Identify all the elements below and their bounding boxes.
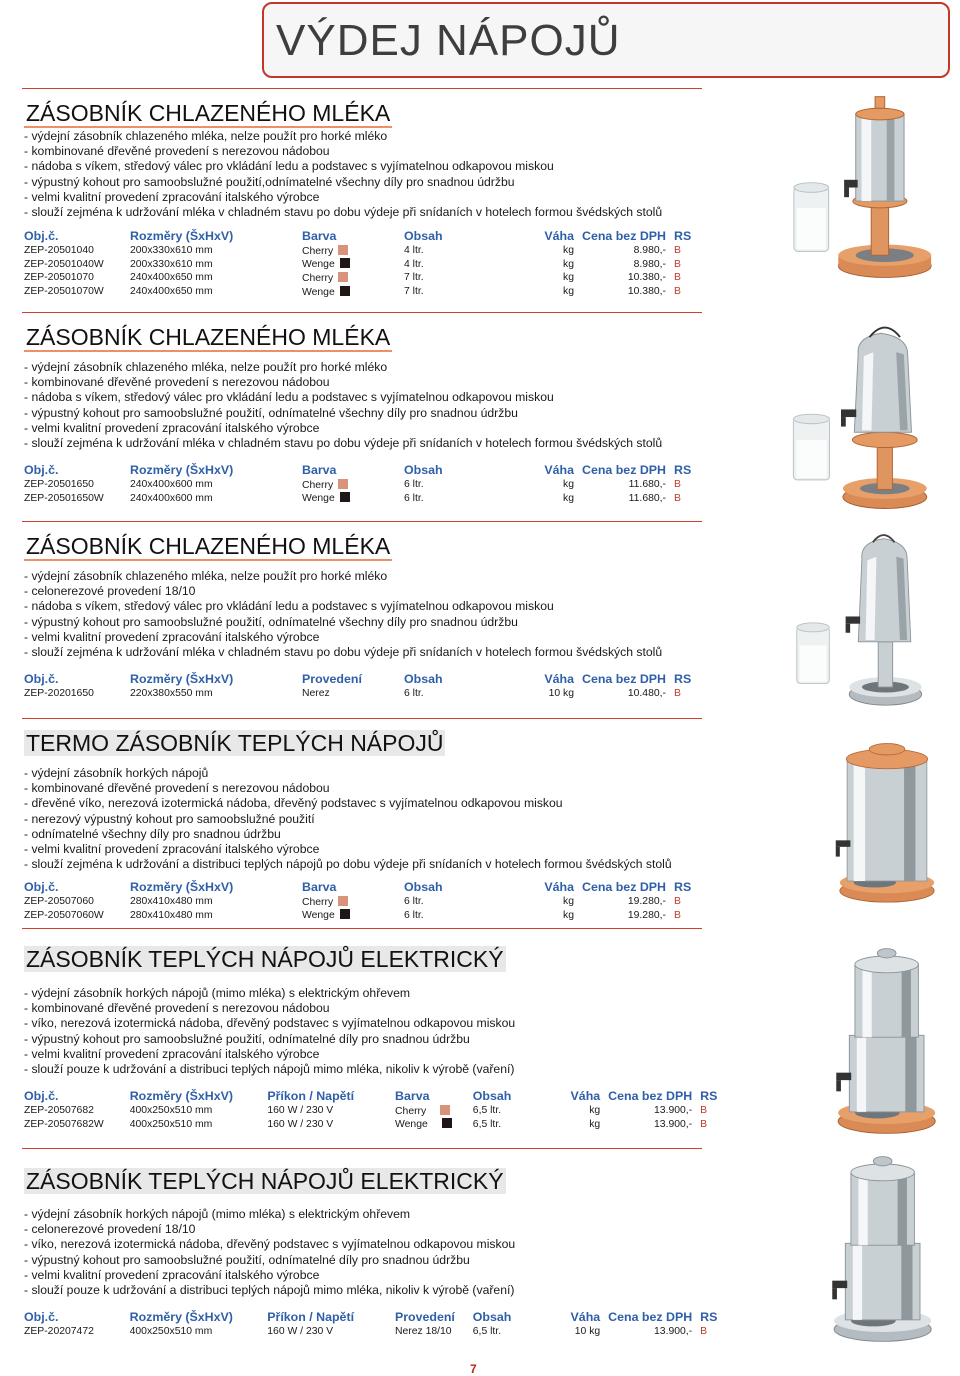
table-row [24, 909, 734, 923]
feature-item: - celonerezové provedení 18/10 [24, 584, 196, 599]
price-cell: 10.380,- [627, 272, 666, 284]
dimensions-cell: 400x250x510 mm [129, 1118, 213, 1130]
feature-item: - kombinované dřevěné provedení s nerezovou nádobou [24, 144, 330, 159]
table-row [24, 244, 734, 258]
feature-item: - slouží pouze k udržování a distribuci teplých nápojů mimo mléka, nikoliv k výrobě (vaření) [24, 1062, 515, 1077]
volume-cell: 6,5 ltr. [472, 1118, 502, 1130]
column-header: Obj.č. [24, 228, 59, 243]
section-divider [22, 88, 702, 89]
weight-cell: kg [589, 1118, 601, 1130]
column-header: RS [674, 228, 692, 243]
spec-table [24, 461, 734, 505]
feature-list [24, 569, 662, 660]
table-header-row [24, 1087, 739, 1104]
price-cell: 19.280,- [627, 909, 666, 921]
column-header: Cena bez DPH [582, 228, 666, 243]
color-name: Cherry [302, 245, 334, 257]
price-cell: 10.480,- [627, 688, 666, 700]
table-row [24, 1118, 739, 1132]
price-cell: 11.680,- [628, 492, 666, 504]
feature-item: - velmi kvalitní provedení zpracování italského výrobce [24, 420, 320, 435]
rs-cell: B [674, 896, 681, 908]
page-header [262, 2, 950, 78]
code-cell: ZEP-20507060 [24, 896, 94, 908]
section-title: ZÁSOBNÍK TEPLÝCH NÁPOJŮ ELEKTRICKÝ [26, 946, 504, 972]
weight-cell: kg [563, 896, 574, 908]
feature-item: - kombinované dřevěné provedení s nerezovou nádobou [24, 375, 330, 390]
spec-table [24, 670, 734, 701]
color-swatch [338, 479, 348, 489]
column-header: Obsah [404, 228, 443, 243]
section-divider [22, 928, 702, 929]
column-header: Obj.č. [24, 879, 59, 894]
feature-item: - kombinované dřevěné provedení s nerezovou nádobou [24, 781, 330, 796]
column-header: RS [674, 671, 692, 686]
feature-list [24, 986, 515, 1077]
color-cell [383, 1118, 473, 1132]
price-cell: 13.900,- [654, 1118, 693, 1130]
table-header-row [24, 878, 734, 895]
feature-item: - kombinované dřevěné provedení s nerezovou nádobou [24, 1001, 330, 1016]
column-header: Cena bez DPH [608, 1309, 693, 1324]
spec-table [24, 878, 734, 922]
volume-cell: 6 ltr. [404, 479, 424, 491]
dimensions-cell: 240x400x650 mm [130, 286, 213, 298]
column-header: Barva [302, 462, 337, 477]
code-cell: ZEP-20507682 [24, 1105, 94, 1117]
code-cell: ZEP-20501040W [24, 258, 104, 270]
spec-table [24, 227, 734, 298]
color-cell [280, 909, 404, 923]
column-header: Příkon / Napětí [267, 1088, 355, 1103]
page-title: VÝDEJ NÁPOJŮ [276, 16, 621, 65]
feature-item: - slouží zejména k udržování a distribuci teplých nápojů po dobu výdeje při snídaních v hotelech formou švédských stolů [24, 857, 672, 872]
feature-item: - nerezový výpustný kohout pro samoobslužné použití [24, 811, 315, 826]
feature-item: - celonerezové provedení 18/10 [24, 1222, 196, 1237]
code-cell: ZEP-20507682W [24, 1118, 104, 1130]
column-header: Obj.č. [24, 462, 59, 477]
dimensions-cell: 240x400x600 mm [130, 479, 213, 491]
section-title: ZÁSOBNÍK TEPLÝCH NÁPOJŮ ELEKTRICKÝ [26, 1168, 504, 1194]
column-header: RS [674, 462, 692, 477]
section-title: ZÁSOBNÍK CHLAZENÉHO MLÉKA [26, 324, 391, 350]
feature-item: - nádoba s víkem, středový válec pro vkládání ledu a podstavec s vyjímatelnou odkapovou miskou [24, 599, 554, 614]
dimensions-cell: 240x400x650 mm [130, 272, 213, 284]
feature-item: - dřevěné víko, nerezová izotermická nádoba, dřevěný podstavec s vyjímatelnou odkapovou miskou [24, 796, 563, 811]
dimensions-cell: 280x410x480 mm [130, 896, 213, 908]
table-header-row [24, 670, 734, 687]
dimensions-cell: 280x410x480 mm [130, 909, 213, 921]
feature-list [24, 360, 662, 451]
volume-cell: 6 ltr. [404, 909, 424, 921]
table-header-row [24, 461, 734, 478]
power-cell: 160 W / 230 V [267, 1326, 334, 1338]
column-header: Váha [544, 671, 574, 686]
column-header: Obsah [472, 1309, 512, 1324]
feature-item: - slouží pouze k udržování a distribuci teplých nápojů mimo mléka, nikoliv k výrobě (vaření) [24, 1283, 515, 1298]
electric-dispenser-stainless-image [808, 1150, 948, 1346]
column-header: Provedení [302, 671, 362, 686]
dimensions-cell: 200x330x610 mm [130, 245, 213, 257]
code-cell: ZEP-20507060W [24, 909, 104, 921]
feature-item: - slouží zejména k udržování mléka v chladném stavu po dobu výdeje při snídaních v hotelech formou švédských stolů [24, 436, 663, 451]
weight-cell: kg [589, 1105, 601, 1117]
color-name: Wenge [302, 493, 335, 505]
column-header: Váha [570, 1088, 601, 1103]
feature-item: - výdejní zásobník chlazeného mléka, nelze použít pro horké mléko [24, 129, 388, 143]
column-header: Rozměry (ŠxHxV) [129, 1309, 233, 1324]
page-number: 7 [470, 1362, 477, 1376]
feature-item: - výdejní zásobník horkých nápojů [24, 766, 209, 780]
column-header: Cena bez DPH [582, 671, 666, 686]
volume-cell: 4 ltr. [404, 258, 424, 270]
rs-cell: B [674, 245, 681, 257]
column-header: Rozměry (ŠxHxV) [130, 462, 234, 477]
rs-cell: B [700, 1105, 708, 1117]
color-swatch [338, 272, 348, 282]
section-divider [22, 312, 702, 313]
rs-cell: B [674, 258, 681, 270]
product-section-6 [22, 1148, 937, 1348]
column-header: Váha [570, 1309, 601, 1324]
table-row [24, 687, 734, 701]
feature-item: - nádoba s víkem, středový válec pro vkládání ledu a podstavec s vyjímatelnou odkapovou miskou [24, 390, 554, 405]
rs-cell: B [674, 479, 681, 491]
table-header-row [24, 1308, 739, 1325]
code-cell: ZEP-20501070W [24, 286, 104, 298]
color-cell [280, 895, 404, 909]
feature-item: - slouží zejména k udržování mléka v chladném stavu po dobu výdeje při snídaních v hotelech formou švédských stolů [24, 645, 663, 660]
feature-item: - víko, nerezová izotermická nádoba, dřevěný podstavec s vyjímatelnou odkapovou miskou [24, 1237, 516, 1252]
feature-item: - výpustný kohout pro samoobslužné použití, odnímatelné díly pro snadnou údržbu [24, 1031, 470, 1046]
finish-cell: Nerez [302, 688, 330, 700]
feature-item: - výdejní zásobník chlazeného mléka, nelze použít pro horké mléko [24, 569, 388, 583]
color-name: Wenge [302, 286, 335, 298]
color-swatch [340, 258, 350, 268]
table-header-row [24, 227, 734, 244]
column-header: Rozměry (ŠxHxV) [129, 1088, 234, 1103]
color-cell [280, 258, 404, 272]
table-row [24, 258, 734, 272]
table-row [24, 271, 734, 285]
volume-cell: 4 ltr. [404, 245, 424, 257]
table-row [24, 1104, 739, 1118]
rs-cell: B [700, 1118, 708, 1130]
color-cell [280, 478, 404, 492]
feature-item: - výdejní zásobník chlazeného mléka, nelze použít pro horké mléko [24, 360, 388, 374]
stainless-milk-dispenser-image [786, 526, 936, 716]
table-row [24, 492, 734, 506]
feature-item: - nádoba s víkem, středový válec pro vkládání ledu a podstavec s vyjímatelnou odkapovou miskou [24, 159, 554, 174]
price-cell: 10.380,- [627, 286, 666, 298]
power-cell: 160 W / 230 V [267, 1118, 334, 1130]
column-header: Cena bez DPH [582, 462, 666, 477]
color-name: Wenge [395, 1119, 428, 1131]
weight-cell: kg [563, 286, 574, 298]
column-header: Barva [302, 228, 337, 243]
color-cell [280, 285, 404, 299]
feature-item: - výpustný kohout pro samoobslužné použití, odnímatelné všechny díly pro snadnou údržbu [24, 405, 518, 420]
weight-cell: kg [563, 245, 574, 257]
electric-dispenser-wood-image [812, 942, 952, 1138]
column-header: Cena bez DPH [608, 1088, 693, 1103]
table-row [24, 895, 734, 909]
color-swatch [442, 1118, 452, 1128]
color-cell [280, 244, 404, 258]
color-name: Wenge [302, 910, 335, 922]
weight-cell: 10 kg [548, 688, 574, 700]
column-header: Provedení [394, 1309, 455, 1324]
feature-item: - velmi kvalitní provedení zpracování italského výrobce [24, 1046, 320, 1061]
rs-cell: B [674, 272, 681, 284]
color-swatch [340, 909, 350, 919]
rs-cell: B [674, 688, 681, 700]
column-header: Obj.č. [24, 1309, 59, 1324]
spec-table [24, 1308, 739, 1339]
weight-cell: kg [563, 479, 574, 491]
weight-cell: kg [563, 258, 574, 270]
column-header: Obsah [404, 671, 443, 686]
code-cell: ZEP-20501070 [24, 272, 94, 284]
feature-item: - výpustný kohout pro samoobslužné použití, odnímatelné všechny díly pro snadnou údržbu [24, 614, 518, 629]
column-header: RS [700, 1309, 718, 1324]
code-cell: ZEP-20501650W [24, 492, 104, 504]
milk-jug-dispenser-image [786, 318, 936, 518]
feature-item: - velmi kvalitní provedení zpracování italského výrobce [24, 842, 320, 857]
price-cell: 13.900,- [654, 1326, 693, 1338]
volume-cell: 6 ltr. [404, 688, 424, 700]
color-name: Cherry [302, 479, 334, 491]
volume-cell: 7 ltr. [404, 286, 424, 298]
column-header: Obsah [404, 462, 443, 477]
weight-cell: kg [563, 492, 574, 504]
column-header: Rozměry (ŠxHxV) [130, 228, 234, 243]
column-header: Cena bez DPH [582, 879, 666, 894]
column-header: Obj.č. [24, 1088, 59, 1103]
column-header: Obsah [472, 1088, 512, 1103]
column-header: RS [674, 879, 692, 894]
code-cell: ZEP-20501040 [24, 245, 94, 257]
price-cell: 13.900,- [654, 1105, 693, 1117]
price-cell: 8.980,- [633, 245, 666, 257]
finish-cell: Nerez 18/10 [394, 1326, 452, 1338]
feature-item: - víko, nerezová izotermická nádoba, dřevěný podstavec s vyjímatelnou odkapovou miskou [24, 1016, 516, 1031]
feature-item: - výdejní zásobník horkých nápojů (mimo mléka) s elektrickým ohřevem [24, 1207, 411, 1221]
weight-cell: kg [563, 909, 574, 921]
code-cell: ZEP-20201650 [24, 688, 94, 700]
section-title: ZÁSOBNÍK CHLAZENÉHO MLÉKA [26, 533, 391, 559]
color-swatch [340, 286, 350, 296]
feature-item: - slouží zejména k udržování mléka v chladném stavu po dobu výdeje při snídaních v hotelech formou švédských stolů [24, 205, 663, 220]
feature-list [24, 766, 672, 872]
dimensions-cell: 220x380x550 mm [130, 688, 213, 700]
price-cell: 8.980,- [633, 258, 666, 270]
feature-list [24, 129, 662, 220]
color-name: Wenge [302, 259, 335, 271]
column-header: Barva [395, 1088, 430, 1103]
power-cell: 160 W / 230 V [267, 1105, 334, 1117]
table-row [24, 478, 734, 492]
volume-cell: 6 ltr. [404, 896, 424, 908]
section-divider [22, 521, 702, 522]
spec-table [24, 1087, 739, 1131]
feature-item: - výdejní zásobník horkých nápojů (mimo mléka) s elektrickým ohřevem [24, 986, 411, 1000]
color-name: Cherry [302, 272, 334, 284]
dimensions-cell: 200x330x610 mm [130, 258, 213, 270]
price-cell: 19.280,- [627, 896, 666, 908]
column-header: Váha [544, 879, 574, 894]
feature-item: - výpustný kohout pro samoobslužné použití,odnímatelné všechny díly pro snadnou údržbu [24, 174, 515, 189]
color-cell [383, 1104, 473, 1118]
feature-item: - velmi kvalitní provedení zpracování italského výrobce [24, 629, 320, 644]
color-swatch [440, 1105, 450, 1115]
color-swatch [340, 492, 350, 502]
dimensions-cell: 400x250x510 mm [129, 1105, 213, 1117]
column-header: Váha [544, 462, 574, 477]
section-title: ZÁSOBNÍK CHLAZENÉHO MLÉKA [26, 100, 391, 126]
volume-cell: 6 ltr. [404, 492, 424, 504]
feature-item: - výpustný kohout pro samoobslužné použití, odnímatelné díly pro snadnou údržbu [24, 1252, 470, 1267]
rs-cell: B [674, 909, 681, 921]
volume-cell: 7 ltr. [404, 272, 424, 284]
dimensions-cell: 240x400x600 mm [130, 492, 213, 504]
column-header: Příkon / Napětí [267, 1309, 355, 1324]
column-header: Obsah [404, 879, 443, 894]
weight-cell: kg [563, 272, 574, 284]
feature-item: - odnímatelné všechny díly pro snadnou údržbu [24, 826, 281, 841]
weight-cell: 10 kg [574, 1326, 601, 1338]
column-header: Rozměry (ŠxHxV) [130, 879, 234, 894]
section-divider [22, 1148, 702, 1149]
table-row [24, 285, 734, 299]
column-header: Váha [544, 228, 574, 243]
rs-cell: B [700, 1326, 708, 1338]
color-name: Cherry [302, 896, 334, 908]
color-cell [280, 271, 404, 285]
product-section-4 [22, 718, 937, 928]
feature-item: - velmi kvalitní provedení zpracování italského výrobce [24, 189, 320, 204]
rs-cell: B [674, 492, 681, 504]
code-cell: ZEP-20501650 [24, 479, 94, 491]
product-section-5 [22, 928, 937, 1138]
feature-item: - velmi kvalitní provedení zpracování italského výrobce [24, 1267, 320, 1282]
price-cell: 11.680,- [628, 479, 666, 491]
dimensions-cell: 400x250x510 mm [129, 1326, 213, 1338]
column-header: Obj.č. [24, 671, 59, 686]
color-name: Cherry [395, 1105, 427, 1117]
thermo-beverage-dispenser-image [826, 722, 948, 918]
milk-dispenser-cherry-image [790, 86, 935, 291]
section-title: TERMO ZÁSOBNÍK TEPLÝCH NÁPOJŮ [26, 730, 444, 756]
column-header: Barva [302, 879, 337, 894]
rs-cell: B [674, 286, 681, 298]
column-header: RS [700, 1088, 718, 1103]
color-swatch [338, 896, 348, 906]
column-header: Rozměry (ŠxHxV) [130, 671, 234, 686]
feature-list [24, 1207, 515, 1298]
color-swatch [338, 245, 348, 255]
volume-cell: 6,5 ltr. [472, 1326, 502, 1338]
section-divider [22, 718, 702, 719]
volume-cell: 6,5 ltr. [472, 1105, 502, 1117]
table-row [24, 1325, 739, 1339]
color-cell [280, 492, 404, 506]
code-cell: ZEP-20207472 [24, 1326, 94, 1338]
